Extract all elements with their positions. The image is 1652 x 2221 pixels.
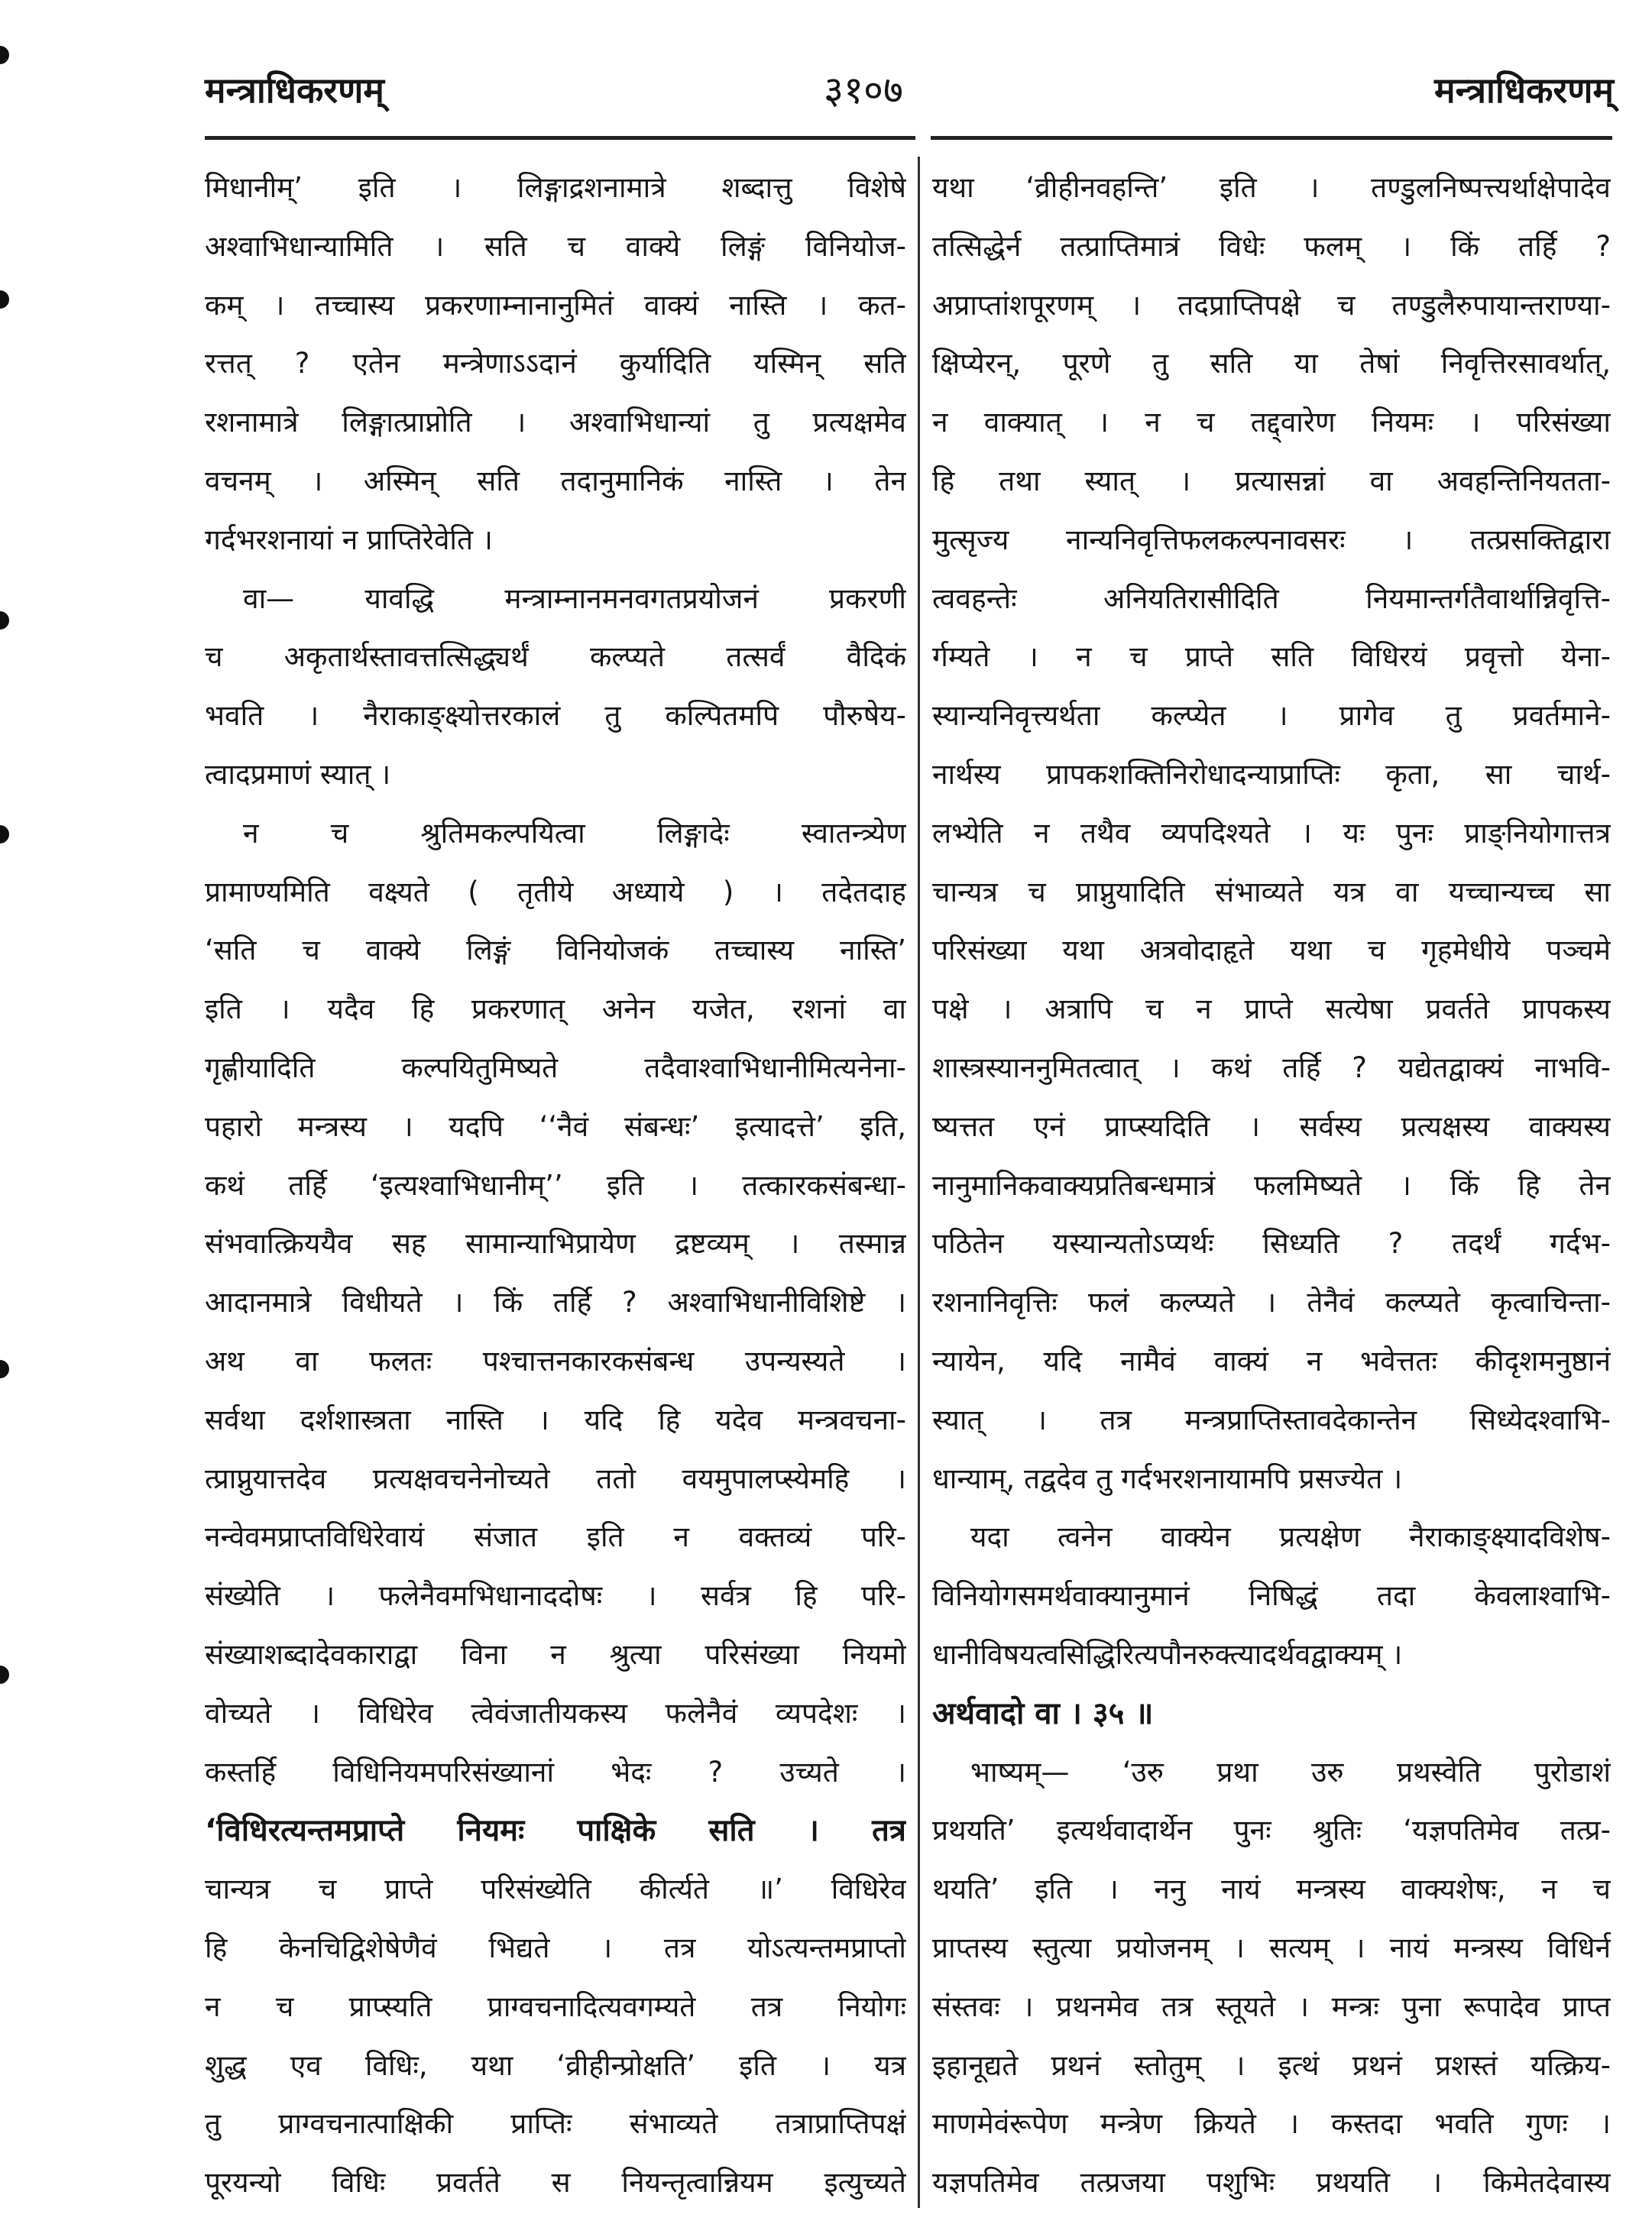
- text-line: न वाक्यात् । न च तद्द्वारेण नियमः । परिसंख्या: [932, 406, 1611, 439]
- text-line: धान्याम्, तद्वदेव तु गर्दभरशनायामपि प्रसज्येत ।: [932, 1462, 1403, 1495]
- text-line: विनियोगसमर्थवाक्यानुमानं निषिद्धं तदा केवलाश्वाभि-: [932, 1579, 1611, 1613]
- text-line: रशनानिवृत्तिः फलं कल्प्यते । तेनैवं कल्प्यते कृत्वाचिन्ता-: [932, 1286, 1611, 1319]
- text-line: प्रथयति’ इत्यर्थवादार्थेन पुनः श्रुतिः ‘यज्ञपतिमेव तत्प्र-: [932, 1814, 1611, 1847]
- text-line: रत्तत् ? एतेन मन्त्रेणाऽऽदानं कुर्यादिति यस्मिन् सति: [205, 347, 906, 380]
- text-line: भवति । नैराकाङ्क्ष्योत्तरकालं तु कल्पितमपि पौरुषेय-: [205, 699, 906, 733]
- sutra-heading: अर्थवादो वा । ३५ ॥: [932, 1695, 1154, 1731]
- text-line: प्रामाण्यमिति वक्ष्यते ( तृतीये अध्याये ) । तदेतदाह: [205, 875, 906, 908]
- text-line: आदानमात्रे विधीयते । किं तर्हि ? अश्वाभिधानीविशिष्टे ।: [205, 1286, 906, 1319]
- text-line: च अकृतार्थस्तावत्तत्सिद्ध्यर्थं कल्प्यते तत्सर्वं वैदिकं: [205, 640, 906, 674]
- text-line: त्ववहन्तेः अनियतिरासीदिति नियमान्तर्गतैवार्थान्निवृत्ति-: [932, 581, 1611, 615]
- text-line: वचनम् । अस्मिन् सति तदानुमानिकं नास्ति । तेन: [205, 464, 906, 497]
- text-line: पहारो मन्त्रस्य । यदपि ‘‘नैवं संबन्धः’ इत्यादत्ते’ इति,: [205, 1109, 906, 1143]
- text-line: यज्ञपतिमेव तत्प्रजया पशुभिः प्रथयति । किमेतदेवास्य: [932, 2166, 1611, 2200]
- text-line: त्प्राप्नुयात्तदेव प्रत्यक्षवचनेनोच्यते ततो वयमुपालप्स्येमहि ।: [205, 1462, 906, 1495]
- binding-mark: [0, 1666, 9, 1684]
- binding-mark: [0, 611, 9, 630]
- text-line: इहानूद्यते प्रथनं स्तोतुम् । इत्थं प्रथनं प्रशस्तं यत्क्रिय-: [932, 2048, 1611, 2082]
- paragraph-start-line: यदा त्वनेन वाक्येन प्रत्यक्षेण नैराकाङ्क्ष्यादविशेष-: [970, 1520, 1611, 1554]
- text-line: माणमेवंरूपेण मन्त्रेण क्रियते । कस्तदा भवति गुणः ।: [932, 2107, 1611, 2141]
- text-line: धानीविषयत्वसिद्धिरित्यपौनरुक्त्यादर्थवद्वाक्यम् ।: [932, 1637, 1403, 1671]
- text-line: ष्यत्तत एनं प्राप्स्यदिति । सर्वस्य प्रत्यक्षस्य वाक्यस्य: [932, 1109, 1611, 1143]
- header-rule-left: [205, 136, 915, 140]
- paragraph-start-line: वा— यावद्धि मन्त्राम्नानमनवगतप्रयोजनं प्रकरणी: [243, 581, 906, 615]
- header-rule-right: [931, 136, 1612, 140]
- text-line: मुत्सृज्य नान्यनिवृत्तिफलकल्पनावसरः । तत्प्रसक्तिद्वारा: [932, 523, 1611, 556]
- text-line: संस्तवः । प्रथनमेव तत्र स्तूयते । मन्त्रः पुना रूपादेव प्राप्त: [932, 1990, 1611, 2023]
- text-line: पक्षे । अत्रापि च न प्राप्ते सत्येषा प्रवर्तते प्रापकस्य: [932, 992, 1611, 1026]
- text-line: हि तथा स्यात् । प्रत्यासन्नां वा अवहन्तिनियतता-: [932, 464, 1611, 497]
- binding-mark: [0, 290, 9, 309]
- text-line: यथा ‘व्रीहीनवहन्ति’ इति । तण्डुलनिष्पत्त्यर्थाक्षेपादेव: [932, 171, 1611, 204]
- text-line: प्राप्तस्य स्तुत्या प्रयोजनम् । सत्यम् । नायं मन्त्रस्य विधिर्न: [932, 1931, 1611, 1964]
- verse-line: चान्यत्र च प्राप्ते परिसंख्येति कीर्त्यते ॥’ विधिरेव: [205, 1873, 906, 1906]
- binding-mark: [0, 1360, 9, 1378]
- text-line: गर्दभरशनायां न प्राप्तिरेवेति ।: [205, 523, 493, 556]
- text-line: पठितेन यस्यान्यतोऽप्यर्थः सिध्यति ? तदर्थं गर्दभ-: [932, 1227, 1611, 1261]
- text-line: र्गम्यते । न च प्राप्ते सति विधिरयं प्रवृत्तो येना-: [932, 640, 1611, 674]
- text-line: संख्याशब्दादेवकाराद्वा विना न श्रुत्या परिसंख्या नियमो: [205, 1637, 906, 1671]
- text-line: न्यायेन, यदि नामैवं वाक्यं न भवेत्ततः कीदृशमनुष्ठानं: [932, 1344, 1611, 1378]
- text-line: लभ्येति न तथैव व्यपदिश्यते । यः पुनः प्राङ्नियोगात्तत्र: [932, 816, 1611, 850]
- paragraph-start-line: न च श्रुतिमकल्पयित्वा लिङ्गादेः स्वातन्त्र्येण: [243, 816, 906, 850]
- text-line: शुद्ध एव विधिः, यथा ‘व्रीहीन्प्रोक्षति’ इति । यत्र: [205, 2048, 906, 2082]
- right-column: [932, 159, 1611, 2214]
- left-column: [205, 159, 906, 2214]
- text-line: नार्थस्य प्रापकशक्तिनिरोधादन्याप्राप्तिः कृता, सा चार्थ-: [932, 757, 1611, 791]
- column-divider: [918, 157, 920, 2208]
- running-head-right: मन्त्राधिकरणम्: [1434, 70, 1614, 111]
- text-line: हि केनचिद्विशेषेणैवं भिद्यते । तत्र योऽत्यन्तमप्राप्तो: [205, 1931, 906, 1964]
- verse-line: ‘विधिरत्यन्तमप्राप्ते नियमः पाक्षिके सति । तत्र: [205, 1813, 906, 1849]
- text-line: मिधानीम्’ इति । लिङ्गाद्रशनामात्रे शब्दात्तु विशेषे: [205, 171, 906, 204]
- binding-mark: [0, 825, 9, 843]
- text-line: नानुमानिकवाक्यप्रतिबन्धमात्रं फलमिष्यते । किं हि तेन: [932, 1168, 1611, 1202]
- text-line: ‘सति च वाक्ये लिङ्गं विनियोजकं तच्चास्य नास्ति’: [205, 934, 906, 967]
- text-line: गृह्णीयादिति कल्पयितुमिष्यते तदैवाश्वाभिधानीमित्यनेना-: [205, 1051, 906, 1084]
- text-line: नन्वेवमप्राप्तविधिरेवायं संजात इति न वक्तव्यं परि-: [205, 1520, 906, 1554]
- text-line: चान्यत्र च प्राप्नुयादिति संभाव्यते यत्र वा यच्चान्यच्च सा: [932, 875, 1611, 908]
- bhashya-start-line: भाष्यम्— ‘उरु प्रथा उरु प्रथस्वेति पुरोडाशं: [970, 1755, 1611, 1789]
- text-line: कथं तर्हि ‘इत्यश्वाभिधानीम्’’ इति । तत्कारकसंबन्धा-: [205, 1168, 906, 1202]
- text-line: सर्वथा दर्शशास्त्रता नास्ति । यदि हि यदेव मन्त्रवचना-: [205, 1403, 906, 1436]
- page-number: ३१०७: [824, 68, 903, 112]
- text-line: संख्येति । फलेनैवमभिधानाददोषः । सर्वत्र हि परि-: [205, 1579, 906, 1613]
- text-line: तु प्राग्वचनात्पाक्षिकी प्राप्तिः संभाव्यते तत्राप्राप्तिपक्षं: [205, 2107, 906, 2141]
- text-line: स्यान्यनिवृत्त्यर्थता कल्प्येत । प्रागेव तु प्रवर्तमाने-: [932, 699, 1611, 733]
- text-line: क्षिप्येरन्, पूरणे तु सति या तेषां निवृत्तिरसावर्थात्,: [932, 347, 1611, 380]
- text-line: कम् । तच्चास्य प्रकरणाम्नानानुमितं वाक्यं नास्ति । कत-: [205, 288, 906, 322]
- text-line: शास्त्रस्याननुमितत्वात् । कथं तर्हि ? यद्येतद्वाक्यं नाभवि-: [932, 1051, 1611, 1084]
- running-head-left: मन्त्राधिकरणम्: [205, 70, 384, 111]
- text-line: अथ वा फलतः पश्चात्तनकारकसंबन्ध उपन्यस्यते ।: [205, 1344, 906, 1378]
- text-line: पूरयन्यो विधिः प्रवर्तते स नियन्तृत्वान्नियम इत्युच्यते: [205, 2166, 906, 2200]
- text-line: इति । यदैव हि प्रकरणात् अनेन यजेत, रशनां वा: [205, 992, 906, 1026]
- text-line: वोच्यते । विधिरेव त्वेवंजातीयकस्य फलेनैवं व्यपदेशः ।: [205, 1696, 906, 1730]
- text-line: त्वादप्रमाणं स्यात् ।: [205, 757, 391, 791]
- text-line: कस्तर्हि विधिनियमपरिसंख्यानां भेदः ? उच्यते ।: [205, 1755, 906, 1789]
- text-line: रशनामात्रे लिङ्गात्प्राप्नोति । अश्वाभिधान्यां तु प्रत्यक्षमेव: [205, 406, 906, 439]
- text-line: न च प्राप्स्यति प्राग्वचनादित्यवगम्यते तत्र नियोगः: [205, 1990, 906, 2023]
- text-line: अप्राप्तांशपूरणम् । तदप्राप्तिपक्षे च तण्डुलैरुपायान्तराण्या-: [932, 288, 1611, 322]
- binding-mark: [0, 46, 9, 64]
- text-line: परिसंख्या यथा अत्रवोदाहृते यथा च गृहमेधीये पञ्चमे: [932, 934, 1611, 967]
- text-line: अश्वाभिधान्यामिति । सति च वाक्ये लिङ्गं विनियोज-: [205, 229, 906, 263]
- text-line: स्यात् । तत्र मन्त्रप्राप्तिस्तावदेकान्तेन सिध्येदश्वाभि-: [932, 1403, 1611, 1436]
- text-line: संभवात्क्रिययैव सह सामान्याभिप्रायेण द्रष्टव्यम् । तस्मान्न: [205, 1227, 906, 1261]
- text-line: तत्सिद्धेर्न तत्प्राप्तिमात्रं विधेः फलम् । किं तर्हि ?: [932, 229, 1611, 263]
- text-line: थयति’ इति । ननु नायं मन्त्रस्य वाक्यशेषः, न च: [932, 1873, 1611, 1906]
